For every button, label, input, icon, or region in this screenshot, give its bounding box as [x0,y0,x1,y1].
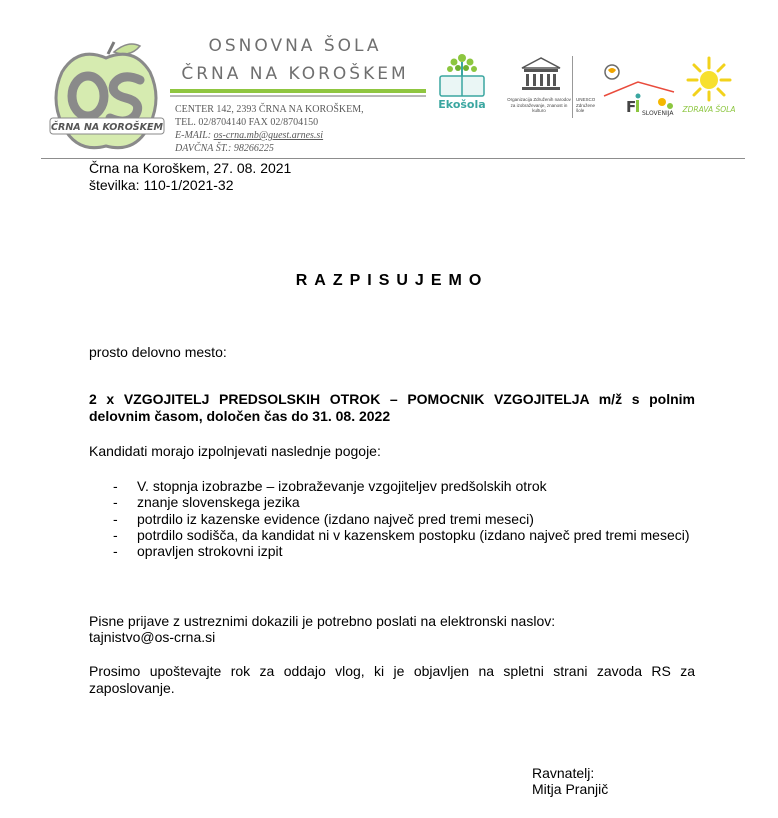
bullet-dash: - [113,543,118,560]
signature-role: Ravnatelj: [532,765,595,781]
condition-text: potrdilo iz kazenske evidence (izdano največ pred tremi meseci) [137,510,534,527]
school-name-line2: ČRNA NA KOROŠKEM [181,64,409,84]
fit-slovenija-label: SLOVENIJA [642,110,674,117]
bullet-dash: - [113,510,118,527]
school-address: CENTER 142, 2393 ČRNA NA KOROŠKEM, [175,104,364,115]
unesco-divider [572,56,573,118]
condition-text: opravljen strokovni izpit [137,543,283,560]
condition-item [113,511,695,527]
condition-item [113,478,695,494]
school-email-link[interactable]: os-crna.mb@guest.arnes.si [213,130,324,141]
unesco-logo [520,56,562,94]
conditions-intro: Kandidati morajo izpolnjevati naslednje pogoje: [89,443,381,459]
condition-item [113,527,695,543]
bullet-dash: - [113,526,118,543]
school-logo-text: ČRNA NA KOROŠKEM [51,122,163,133]
header-accent-line-gray [170,95,426,97]
signature-name: Mitja Pranjič [532,781,609,797]
school-name-line1: OSNOVNA ŠOLA [208,36,382,56]
vacancy-intro: prosto delovno mesto: [89,344,227,360]
zdrava-sola-label: ZDRAVA ŠOLA [682,105,736,114]
school-tax-number: DAVČNA ŠT.: 98266225 [175,143,274,154]
svg-text:F: F [626,98,637,116]
school-phone-fax: TEL. 02/8704140 FAX 02/8704150 [175,117,319,128]
school-email-line [175,129,364,142]
condition-item [113,543,695,559]
school-email-label: E-MAIL: [175,130,214,141]
application-instructions: Pisne prijave z ustreznimi dokazili je potrebno poslati na elektronski naslov: [89,613,556,629]
condition-text: V. stopnja izobrazbe – izobraževanje vzgojiteljev predšolskih otrok [137,478,547,494]
header-accent-line [170,89,426,93]
fit-slovenija-logo [600,62,676,118]
bullet-dash: - [113,478,118,494]
unesco-network-text: UNESCO Združene šole [576,97,596,113]
ekosola-label: Ekošola [438,98,486,111]
zdrava-sola-logo [680,54,738,116]
header-divider [41,158,745,159]
conditions-list [113,478,695,559]
bullet-dash: - [113,494,118,511]
condition-item [113,494,695,510]
school-logo [48,38,166,160]
deadline-note: Prosimo upoštevajte rok za oddajo vlog, ki je objavljen na spletni strani zavoda RS za zaposlovanje. [89,663,695,696]
document-place-date: Črna na Koroškem, 27. 08. 2021 [89,160,292,176]
school-contact [175,103,364,155]
document-heading: RAZPISUJEMO [295,272,489,289]
school-name [170,36,420,84]
condition-text: potrdilo sodišča, da kandidat ni v kazenskem postopku (izdano največ pred tremi meseci) [137,526,690,543]
condition-text: znanje slovenskega jezika [137,494,300,511]
unesco-org-text: Organizacija Združenih narodov za izobraževanje, znanost in kulturo [507,97,571,113]
application-email[interactable]: tajnistvo@os-crna.si [89,629,216,645]
position-title: 2 x VZGOJITELJ PREDSOLSKIH OTROK – POMOCNIK VZGOJITELJA m/ž s polnim delovnim časom, določen čas do 31. 08. 2022 [89,391,695,424]
document-number: številka: 110-1/2021-32 [89,177,234,193]
